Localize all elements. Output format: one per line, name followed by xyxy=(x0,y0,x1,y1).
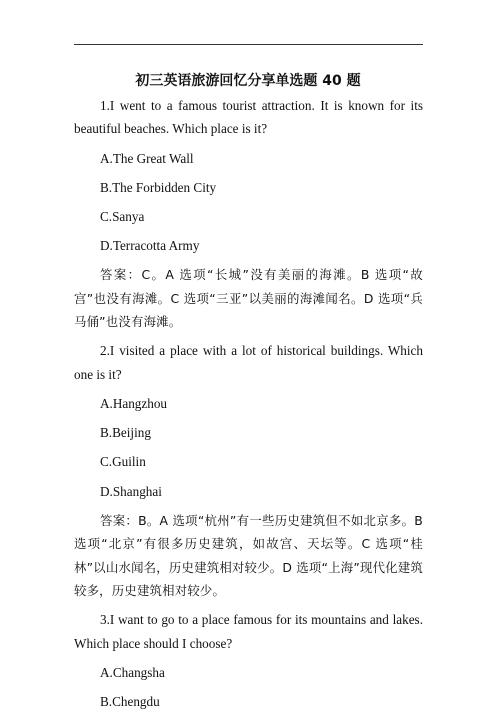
option-b: B.Beijing xyxy=(100,425,151,441)
option-a: A.Changsha xyxy=(100,664,165,680)
document-body xyxy=(74,94,423,719)
option-b: B.Chengdu xyxy=(100,694,160,710)
option-c: C.Guilin xyxy=(100,454,146,470)
option-a: A.Hangzhou xyxy=(100,396,168,412)
option-b: B.The Forbidden City xyxy=(100,179,217,195)
question-text: 2.I visited a place with a lot of historical buildings. Which one is it? xyxy=(74,343,423,382)
option-c: C.Sanya xyxy=(100,209,145,225)
option-a: A.The Great Wall xyxy=(100,150,194,166)
answer-explanation: 答案：B。A 选项“杭州”有一些历史建筑但不如北京多。B 选项“北京”有很多历史建筑，如故宫、天坛等。C 选项“桂林”以山水闻名，历史建筑相对较少。D 选项“上海”现代化建筑较多，历史建筑相对较少。 xyxy=(74,512,423,599)
option-d: D.Terracotta Army xyxy=(100,238,200,254)
answer-explanation: 答案：C。A 选项“长城”没有美丽的海滩。B 选项“故宫”也没有海滩。C 选项“三亚”以美丽的海滩闻名。D 选项“兵马俑”也没有海滩。 xyxy=(74,267,423,330)
question-text: 1.I went to a famous tourist attraction. It is known for its beautiful beaches. Which place is it? xyxy=(74,98,423,137)
page-title: 初三英语旅游回忆分享单选题 40 题 xyxy=(135,73,361,89)
header-rule xyxy=(74,44,423,45)
option-d: D.Shanghai xyxy=(100,483,162,499)
question-text: 3.I want to go to a place famous for its mountains and lakes. Which place should I choose? xyxy=(74,612,423,651)
